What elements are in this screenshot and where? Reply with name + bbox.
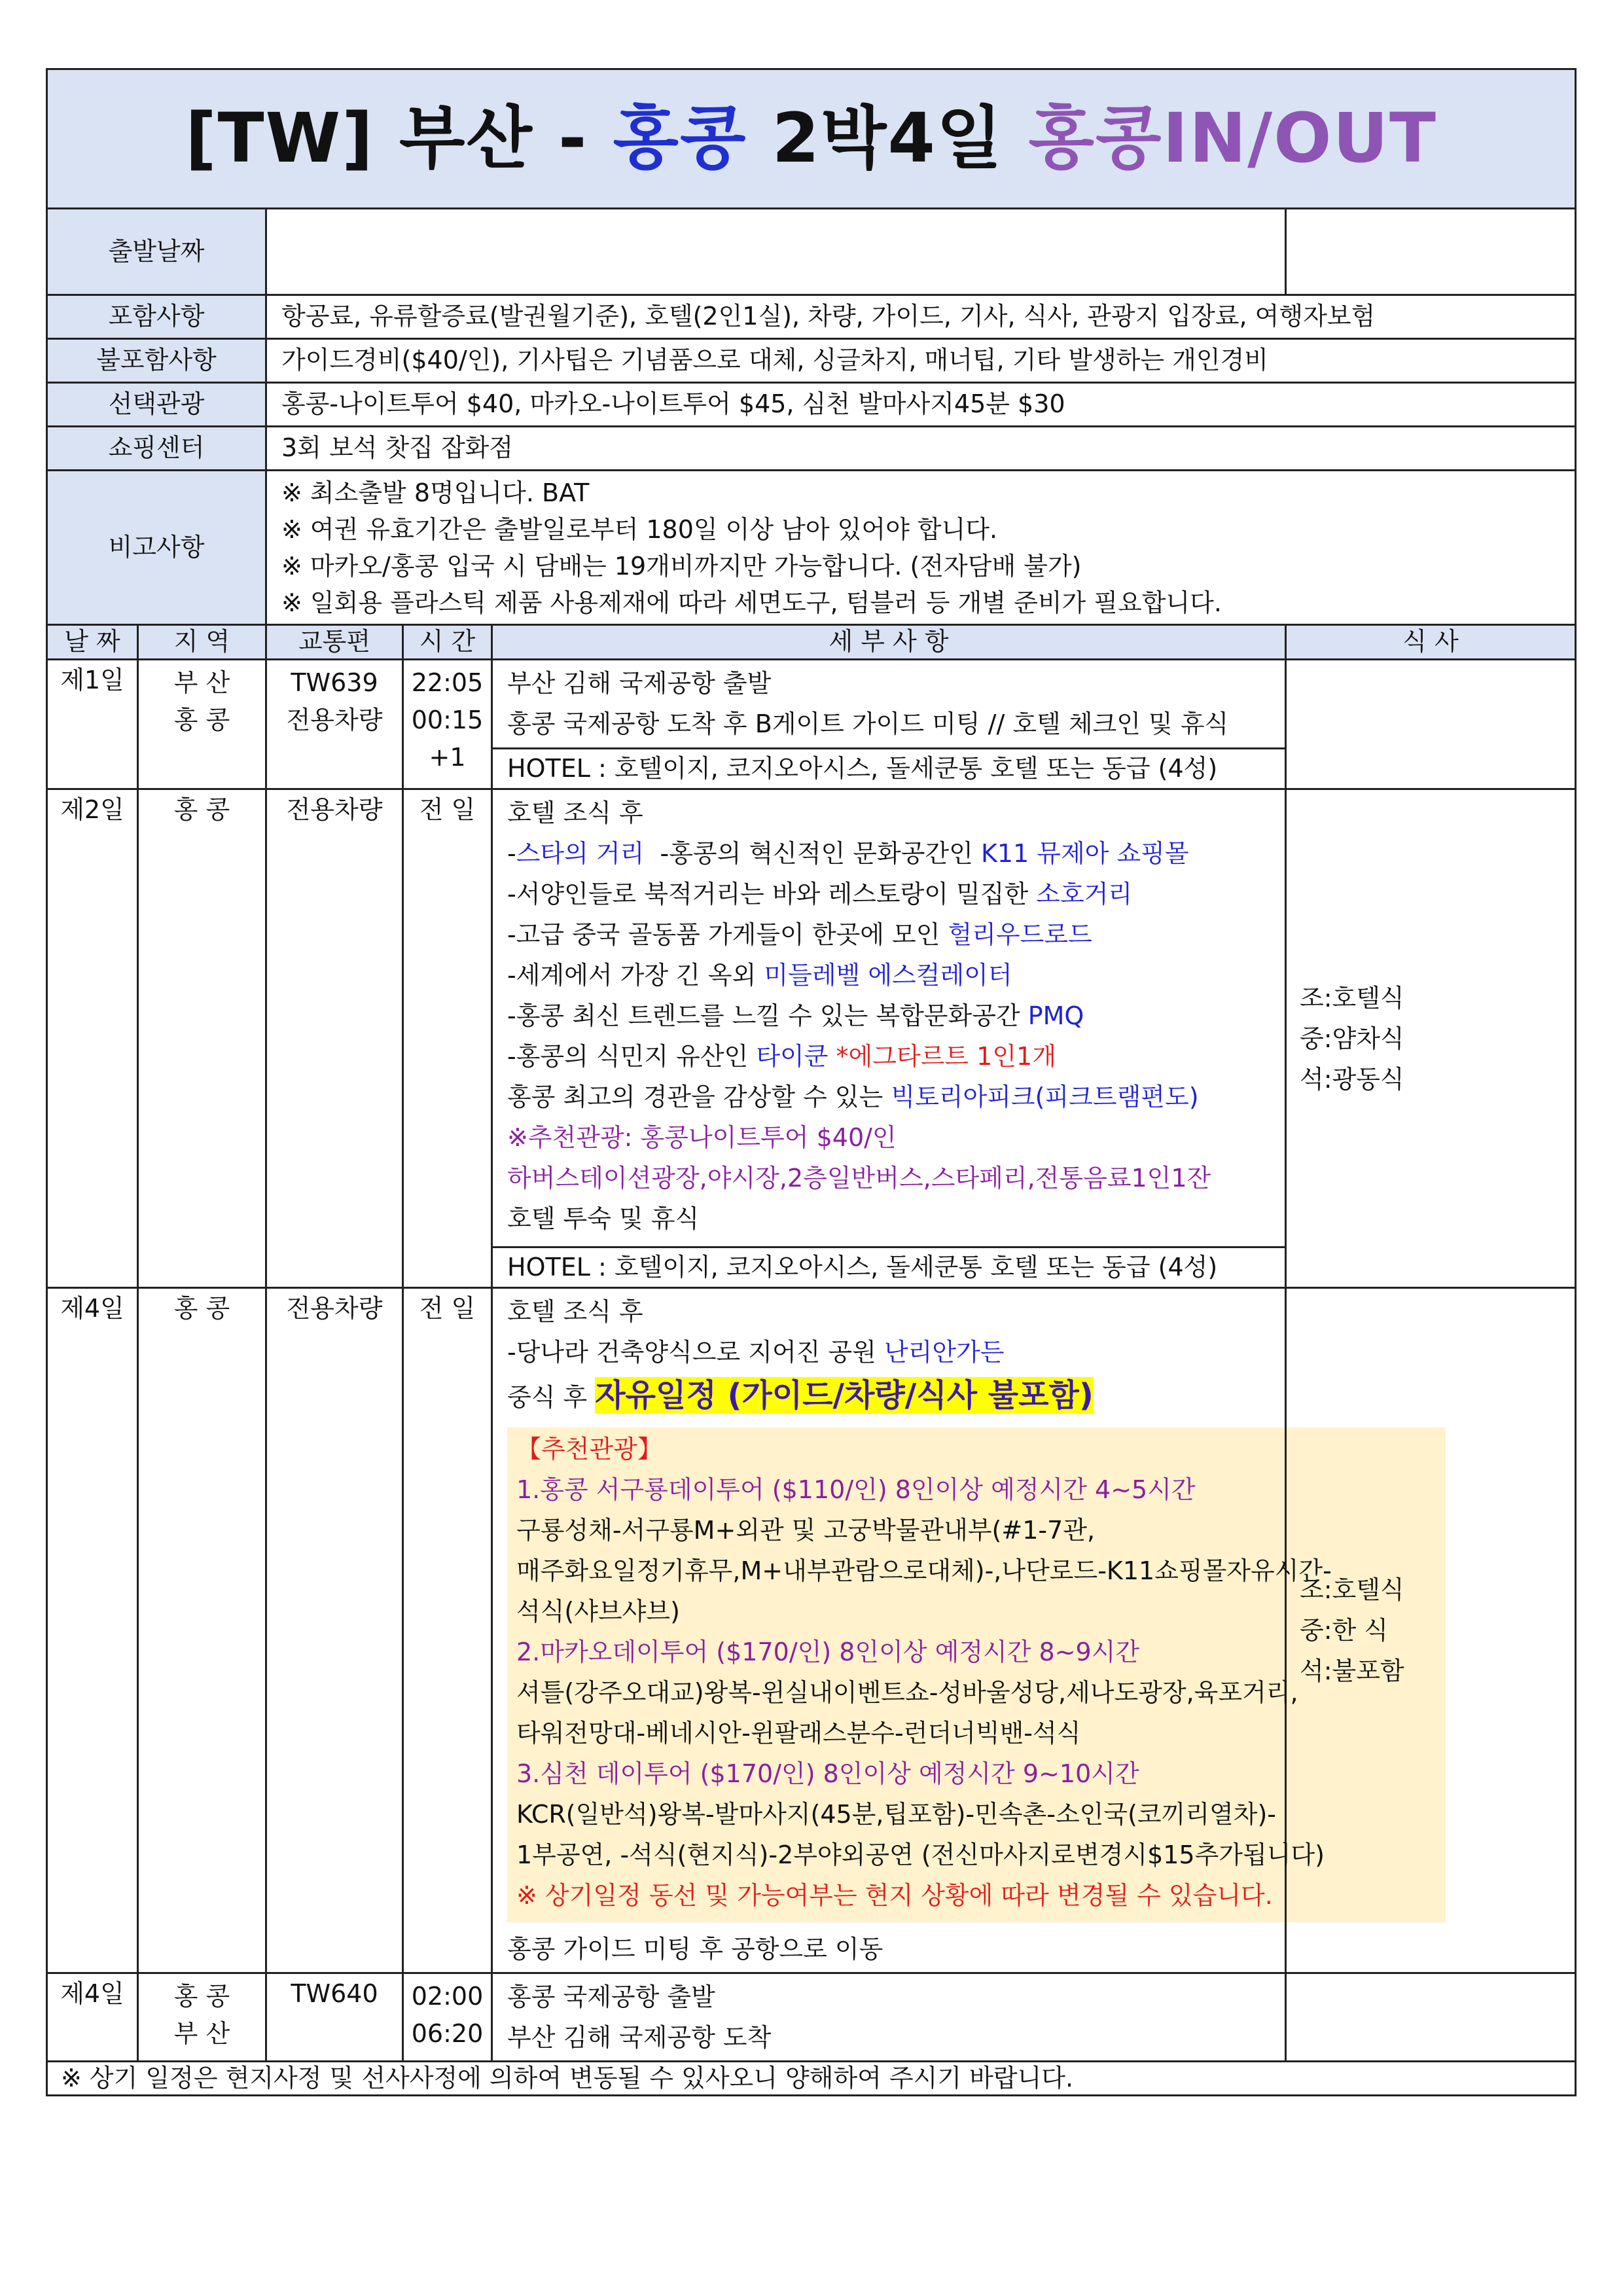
remark-item: ※ 여권 유효기간은 출발일로부터 180일 이상 남아 있어야 합니다.	[281, 514, 998, 544]
star-avenue: 스타의 거리	[516, 839, 645, 868]
included-value: 항공료, 유류할증료(발권월기준), 호텔(2인1실), 차량, 가이드, 기사, 식사, 관광지 입장료, 여행자보험	[266, 295, 1576, 339]
night-tour-details: 하버스테이션광장,야시장,2층일반버스,스타페리,전통음료1인1잔	[507, 1164, 1211, 1193]
day2-region: 홍 콩	[138, 789, 266, 1288]
day4-details: 홍콩 국제공항 출발 부산 김해 국제공항 도착	[492, 1973, 1286, 2062]
recommended-night-tour: ※추천관광: 홍콩나이트투어 $40/인	[507, 1123, 897, 1152]
day4-meal	[1286, 1973, 1576, 2062]
itinerary-sheet	[46, 68, 1575, 2096]
header-time: 시 간	[403, 625, 492, 660]
departure-date-field[interactable]	[266, 209, 1286, 295]
title-duration: 2박4일	[747, 98, 1029, 179]
day3-label: 제4일	[47, 1288, 138, 1973]
header-day: 날 짜	[47, 625, 138, 660]
day3-time: 전 일	[403, 1288, 492, 1973]
remarks-list	[266, 471, 1576, 625]
footer-note: ※ 상기 일정은 현지사정 및 선사사정에 의하여 변동될 수 있사오니 양해하여 주시기 바랍니다.	[47, 2062, 1576, 2096]
soho: 소호거리	[1036, 880, 1133, 908]
day4-transport: TW640	[266, 1973, 403, 2062]
day1-meal	[1286, 660, 1576, 789]
day1-details: 부산 김해 국제공항 출발 홍콩 국제공항 도착 후 B게이트 가이드 미팅 // 호텔 체크인 및 휴식	[492, 660, 1286, 749]
recommended-title: 【추천관광】	[516, 1435, 662, 1463]
victoria-peak: 빅토리아피크(피크트램편도)	[891, 1083, 1199, 1111]
departure-label: 출발날짜	[47, 209, 266, 295]
pmq: PMQ	[1027, 1001, 1084, 1030]
shopping-label: 쇼핑센터	[47, 427, 266, 471]
hollywood-road: 헐리우드로드	[948, 920, 1092, 949]
remarks-label: 비고사항	[47, 471, 266, 625]
day2-label: 제2일	[47, 789, 138, 1288]
day1-transport: TW639 전용차량	[266, 660, 403, 789]
day4-time: 02:00 06:20	[403, 1973, 492, 2062]
k11-musea: K11 뮤제아 쇼핑몰	[980, 839, 1189, 868]
nan-lian-garden: 난리안가든	[883, 1338, 1005, 1367]
remark-item: ※ 최소출발 8명입니다. BAT	[281, 478, 590, 507]
macau-tour: 2.마카오데이투어 ($170/인) 8인이상 예정시간 8~9시간	[516, 1638, 1140, 1666]
day3-region: 홍 콩	[138, 1288, 266, 1973]
page-title	[47, 69, 1576, 209]
title-prefix: [TW] 부산 -	[185, 98, 613, 179]
day1-label: 제1일	[47, 660, 138, 789]
header-region: 지 역	[138, 625, 266, 660]
west-kowloon-tour: 1.홍콩 서구룡데이투어 ($110/인) 8인이상 예정시간 4~5시간	[516, 1475, 1196, 1504]
day2-details: 호텔 조식 후 -스타의 거리 -홍콩의 혁신적인 문화공간인 K11 뮤제아 쇼핑몰 -서양인들로 북적거리는 바와 레스토랑이 밀집한 소호거리 -고급 중국 골동품 가게들이 한곳에 모인 헐리우드로드 -세계에서 가장 긴 옥외 미들레벨 에스컬레이터 -홍콩 최신 트렌드를 느낄 수 있는 복합문화공간 PMQ -홍콩의 식민지 유산인 타이쿤 *에그타르트 1인1개 홍콩 최고의 경관을 감상할 수 있는 빅토리아피크(피크트램편도) ※추천관광: 홍콩나이트투어 $40/인 하버스테이션광장,야시장,2층일반버스,스타페리,전통음료1인1잔 호텔 투숙 및 휴식	[492, 789, 1286, 1247]
optional-tour-label: 선택관광	[47, 383, 266, 427]
title-city: 홍콩	[613, 98, 747, 179]
remark-item: ※ 일회용 플라스틱 제품 사용제재에 따라 세면도구, 텀블러 등 개별 준비가 필요합니다.	[281, 588, 1222, 617]
day2-transport: 전용차량	[266, 789, 403, 1288]
mid-levels-escalator: 미들레벨 에스컬레이터	[764, 961, 1012, 990]
day2-time: 전 일	[403, 789, 492, 1288]
shopping-value: 3회 보석 찻집 잡화점	[266, 427, 1576, 471]
day2-meal: 조:호텔식 중:얌차식 석:광동식	[1286, 789, 1576, 1288]
recommended-tours-box: 【추천관광】 1.홍콩 서구룡데이투어 ($110/인) 8인이상 예정시간 4~5시간 구룡성채-서구룡M+외관 및 고궁박물관내부(#1-7관, 매주화요일정기휴무,M+내부관람으로대체)-,나단로드-K11쇼핑몰자유시간- 석식(샤브샤브) 2.마카오데이투어 ($170/인) 8인이상 예정시간 8~9시간 셔틀(강주오대교)왕복-윈실내이벤트쇼-성바울성당,세나도광장,육포거리, 타워전망대-베네시안-윈팔래스분수-런더너빅밴-석식 3.심천 데이투어 ($170/인) 8인이상 예정시간 9~10시간 KCR(일반석)왕복-발마사지(45분,팁포함)-민속촌-소인국(코끼리열차)- 1부공연, -석식(현지식)-2부야외공연 (전신마사지로변경시$15추가됩니다) ※ 상기일정 동선 및 가능여부는 현지 상황에 따라 변경될 수 있습니다.	[507, 1427, 1446, 1922]
included-label: 포함사항	[47, 295, 266, 339]
excluded-value: 가이드경비($40/인), 기사팁은 기념품으로 대체, 싱글차지, 매너팁, 기타 발생하는 개인경비	[266, 339, 1576, 383]
optional-tour-value: 홍콩-나이트투어 $40, 마카오-나이트투어 $45, 심천 발마사지45분 $30	[266, 383, 1576, 427]
day4-label: 제4일	[47, 1973, 138, 2062]
itinerary-table	[46, 68, 1577, 2096]
day1-hotel: HOTEL : 호텔이지, 코지오아시스, 돌세쿤통 호텔 또는 동급 (4성)	[492, 749, 1286, 789]
day3-details: 호텔 조식 후 -당나라 건축양식으로 지어진 공원 난리안가든 중식 후 자유일정 (가이드/차량/식사 불포함) 【추천관광】 1.홍콩 서구룡데이투어 ($110/인) 8인이상 예정시간 4~5시간 구룡성채-서구룡M+외관 및 고궁박물관내부(#1-7관, 매주화요일정기휴무,M+내부관람으로대체)-,나단로드-K11쇼핑몰자유시간- 석식(샤브샤브) 2.마카오데이투어 ($170/인) 8인이상 예정시간 8~9시간 셔틀(강주오대교)왕복-윈실내이벤트쇼-성바울성당,세나도광장,육포거리, 타워전망대-베네시안-윈팔래스분수-런더너빅밴-석식 3.심천 데이투어 ($170/인) 8인이상 예정시간 9~10시간 KCR(일반석)왕복-발마사지(45분,팁포함)-민속촌-소인국(코끼리열차)- 1부공연, -석식(현지식)-2부야외공연 (전신마사지로변경시$15추가됩니다) ※ 상기일정 동선 및 가능여부는 현지 상황에 따라 변경될 수 있습니다. 홍콩 가이드 미팅 후 공항으로 이동	[492, 1288, 1286, 1973]
day3-meal: 조:호텔식 중:한 식 석:불포함	[1286, 1288, 1576, 1973]
day2-hotel: HOTEL : 호텔이지, 코지오아시스, 돌세쿤통 호텔 또는 동급 (4성)	[492, 1247, 1286, 1288]
title-inout: 홍콩IN/OUT	[1028, 98, 1437, 179]
free-schedule-highlight: 자유일정 (가이드/차량/식사 불포함)	[595, 1377, 1094, 1414]
excluded-label: 불포함사항	[47, 339, 266, 383]
header-details: 세 부 사 항	[492, 625, 1286, 660]
tai-kwun: 타이쿤	[756, 1042, 829, 1071]
egg-tart-note: *에그타르트 1인1개	[828, 1042, 1056, 1071]
day1-region: 부 산 홍 콩	[138, 660, 266, 789]
day4-region: 홍 콩 부 산	[138, 1973, 266, 2062]
day3-transport: 전용차량	[266, 1288, 403, 1973]
header-transport: 교통편	[266, 625, 403, 660]
shenzhen-tour: 3.심천 데이투어 ($170/인) 8인이상 예정시간 9~10시간	[516, 1759, 1139, 1788]
remark-item: ※ 마카오/홍콩 입국 시 담배는 19개비까지만 가능합니다. (전자담배 불가)	[281, 551, 1082, 581]
header-meal: 식 사	[1286, 625, 1576, 660]
day1-time: 22:05 00:15 +1	[403, 660, 492, 789]
change-notice: ※ 상기일정 동선 및 가능여부는 현지 상황에 따라 변경될 수 있습니다.	[516, 1881, 1273, 1910]
departure-extra-field[interactable]	[1286, 209, 1576, 295]
